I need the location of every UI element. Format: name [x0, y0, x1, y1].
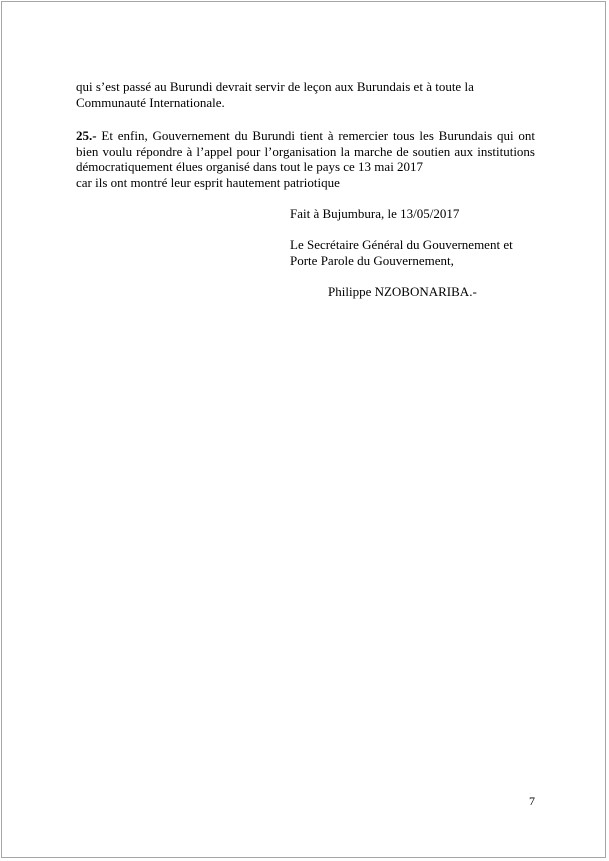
signatory-title-line: Porte Parole du Gouvernement, [290, 252, 454, 268]
paragraph-25-thanks [76, 128, 535, 190]
paragraph-line: car ils ont montré leur esprit hautement patriotique [76, 174, 340, 190]
place-and-date: Fait à Bujumbura, le 13/05/2017 [290, 206, 460, 221]
paragraph-line: institutions démocratiquement élues organisé dans tout le pays ce 13 mai 2017 [76, 143, 535, 174]
signatory-title-line: Le Secrétaire Général du Gouvernement et [290, 237, 513, 252]
paragraph-line: ont bien voulu répondre à l’appel pour l’organisation la marche de soutien aux [76, 128, 535, 159]
paragraph-line: Communauté Internationale. [76, 94, 225, 110]
document-page [1, 1, 606, 858]
signatory-title [290, 237, 550, 268]
signatory-name: Philippe NZOBONARIBA.- [328, 284, 477, 299]
paragraph-number: 25.- [76, 128, 97, 143]
paragraph-closing-lesson [76, 79, 535, 110]
paragraph-line: qui s’est passé au Burundi devrait servir de leçon aux Burundais et à toute la [76, 79, 474, 94]
page-number: 7 [529, 794, 535, 808]
paragraph-line: Et enfin, Gouvernement du Burundi tient à remercier tous les Burundais qui [96, 128, 514, 143]
